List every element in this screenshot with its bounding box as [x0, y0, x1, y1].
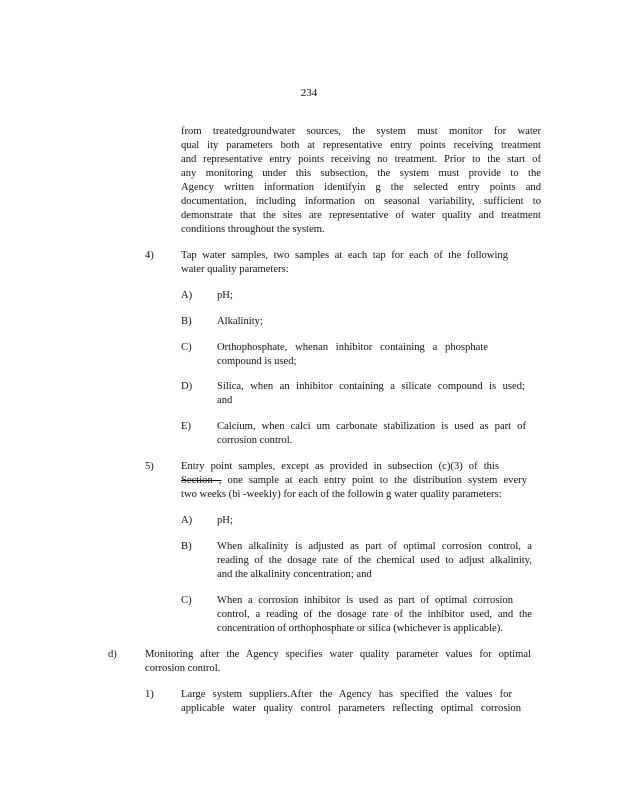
paragraph-line — [181, 488, 527, 502]
paragraph-line: Calcium, when calci um carbonate stabilization is used as part of — [217, 421, 526, 432]
paragraph-line: Orthophosphate, whenan inhibitor containing a phosphate — [217, 342, 488, 353]
paragraph-line: Large system suppliers.After the Agency has specified the values for — [181, 689, 512, 700]
line-text: two weeks (bi -weekly) for each of the followin g water quality parameters: — [181, 489, 502, 500]
subitem-letter: A) — [181, 290, 193, 301]
paragraph-line: When alkalinity is adjusted as part of optimal corrosion control, a — [217, 541, 532, 552]
paragraph-line: Alkalinity; — [217, 316, 263, 327]
paragraph-line: applicable water quality control parameters reflecting optimal corrosion — [181, 703, 521, 714]
paragraph-line: any monitoring under this subsection, the system must provide to the — [181, 168, 541, 179]
subitem-letter: D) — [181, 381, 193, 392]
subitem-letter: C) — [181, 342, 192, 353]
paragraph-line: control, a reading of the dosage rate of the inhibitor used, and the — [217, 609, 532, 620]
paragraph-line: conditions throughout the system. — [181, 224, 325, 235]
subitem-text — [217, 341, 488, 369]
paragraph-line: concentration of orthophosphate or silica (whichever is applicable). — [217, 623, 503, 634]
subitem-letter: A) — [181, 515, 193, 526]
paragraph-line — [181, 474, 527, 488]
subitem-text — [217, 594, 532, 636]
paragraph-line: documentation, including information on seasonal variability, sufficient to — [181, 196, 541, 207]
paragraph-line — [181, 460, 499, 474]
subitem-text — [217, 380, 525, 408]
paragraph-line: Tap water samples, two samples at each tap for each of the following — [181, 250, 508, 261]
item-4-text — [181, 249, 508, 277]
paragraph-line: and — [217, 395, 233, 406]
section-d-item-1-text — [181, 688, 521, 716]
paragraph-line: water quality parameters: — [181, 264, 289, 275]
paragraph-line: corrosion control. — [145, 663, 221, 674]
paragraph-line: Monitoring after the Agency specifies water quality parameter values for optimal — [145, 649, 531, 660]
paragraph-line: reading of the dosage rate of the chemical used to adjust alkalinity, — [217, 555, 532, 566]
paragraph-line: and the alkalinity concentration; and — [217, 569, 372, 580]
subitem-letter: B) — [181, 316, 192, 327]
paragraph-line: compound is used; — [217, 356, 297, 367]
subitem-text — [217, 514, 517, 528]
subitem-text — [217, 315, 517, 329]
intro-paragraph — [181, 125, 541, 237]
paragraph-line: When a corrosion inhibitor is used as part of optimal corrosion — [217, 595, 513, 606]
subitem-letter: C) — [181, 595, 192, 606]
struck-text: Section , — [181, 475, 222, 486]
paragraph-line: Agency written information identifyin g the selected entry points and — [181, 182, 541, 193]
section-d-text — [145, 648, 531, 676]
subitem-text — [217, 540, 532, 582]
paragraph-line: demonstrate that the sites are representative of water quality and treatment — [181, 210, 541, 221]
paragraph-line: Silica, when an inhibitor containing a silicate compound is used; — [217, 381, 525, 392]
line-text: one sample at each entry point to the distribution system every — [221, 475, 527, 486]
paragraph-line: from treatedgroundwater sources, the system must monitor for water — [181, 126, 541, 137]
paragraph-line: and representative entry points receiving no treatment. Prior to the start of — [181, 154, 541, 165]
item-5-text — [181, 460, 527, 502]
page-number: 234 — [300, 87, 318, 99]
paragraph-line: corrosion control. — [217, 435, 293, 446]
item-number: 5) — [145, 461, 154, 472]
paragraph-line: pH; — [217, 290, 233, 301]
paragraph-line: pH; — [217, 515, 233, 526]
item-number: 1) — [145, 689, 154, 700]
section-letter: d) — [108, 649, 117, 660]
subitem-text — [217, 289, 517, 303]
paragraph-line: qual ity parameters both at representative entry points receiving treatment — [181, 140, 541, 151]
subitem-letter: B) — [181, 541, 192, 552]
subitem-letter: E) — [181, 421, 191, 432]
line-text: Entry point samples, except as provided in subsection (c)(3) of this — [181, 461, 499, 472]
subitem-text — [217, 420, 526, 448]
item-number: 4) — [145, 250, 154, 261]
